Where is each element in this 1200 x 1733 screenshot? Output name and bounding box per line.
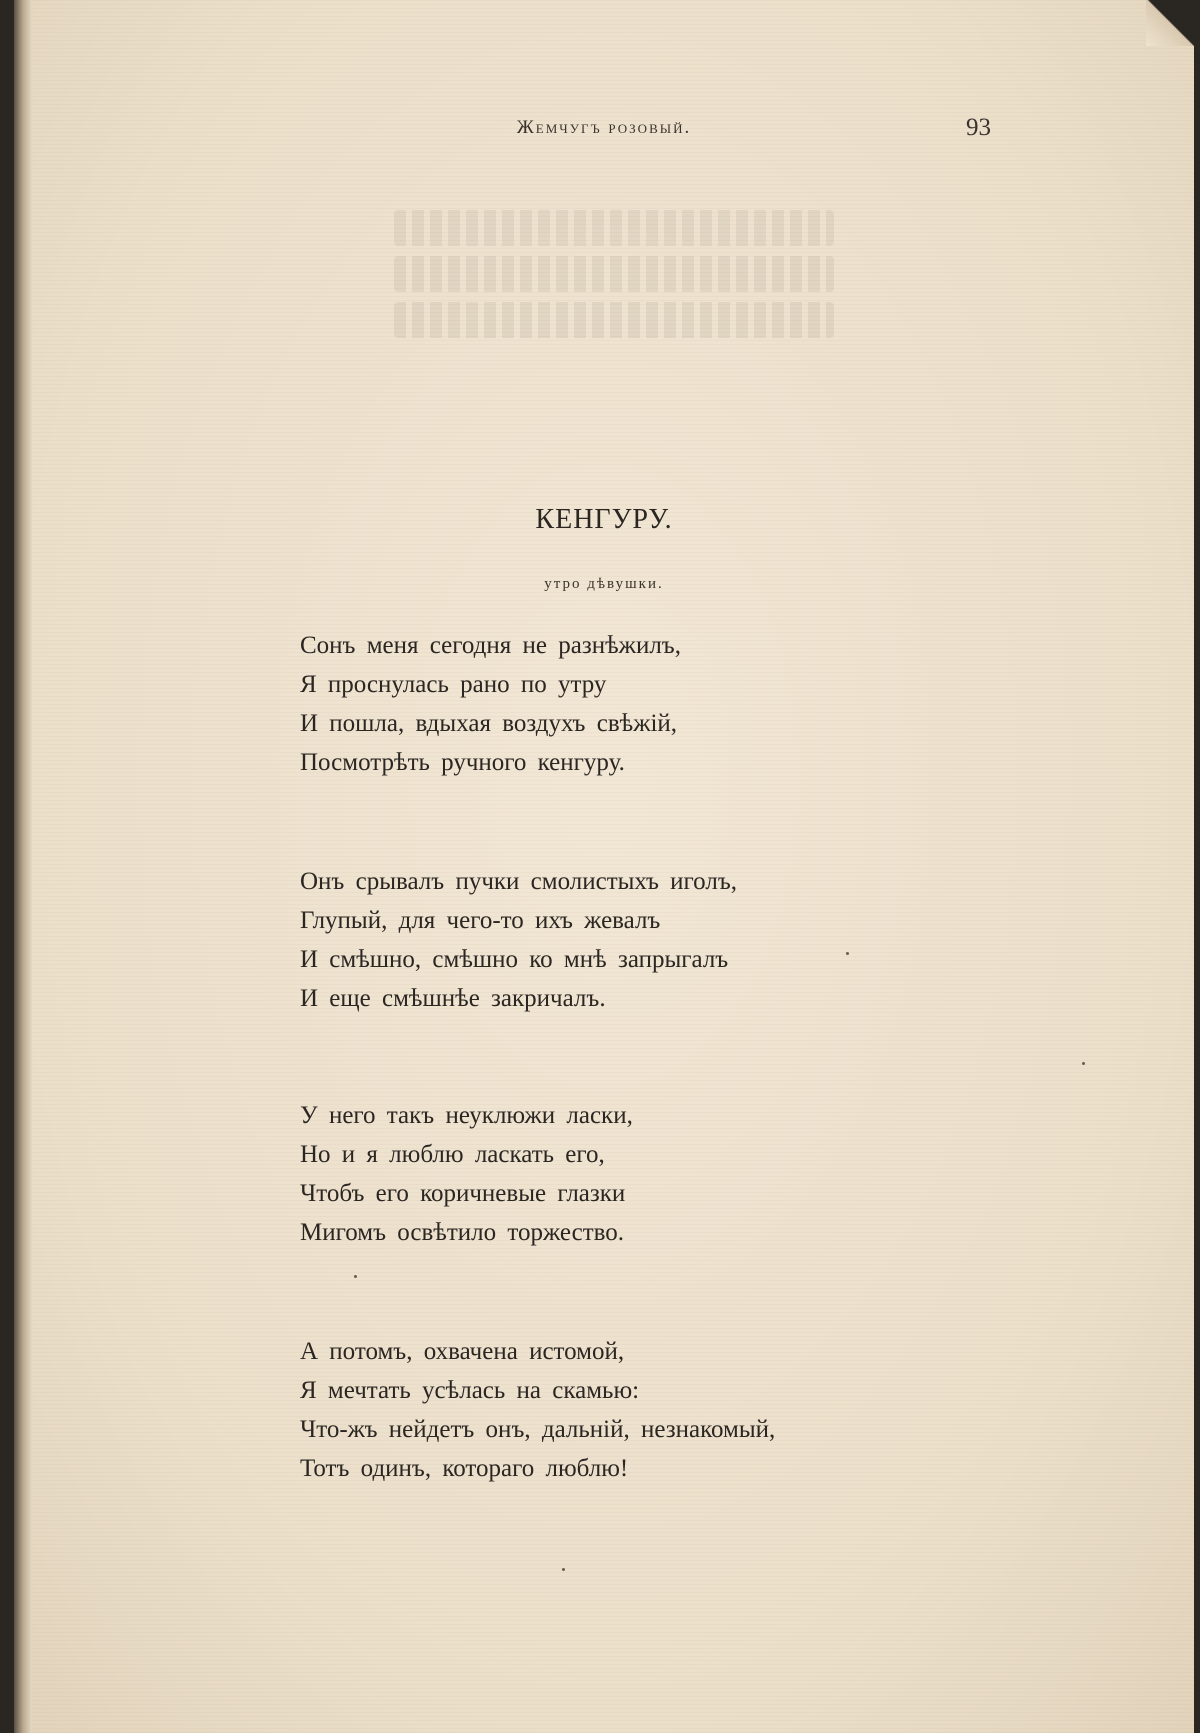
poem-line: И еще смѣшнѣе закричалъ. [300, 985, 606, 1012]
stanza-3 [300, 1096, 900, 1252]
poem-line: Глупый, для чего-то ихъ жевалъ [300, 907, 661, 934]
poem-title: КЕНГУРУ. [535, 504, 673, 535]
poem-line: Мигомъ освѣтило торжество. [300, 1219, 625, 1246]
poem-line: Тотъ одинъ, котораго люблю! [300, 1455, 629, 1482]
folded-corner [1146, 0, 1194, 46]
stanza-4 [300, 1332, 900, 1488]
stanza-2 [300, 862, 900, 1018]
poem-line: Я проснулась рано по утру [300, 671, 607, 698]
poem-line: А потомъ, охвачена истомой, [300, 1338, 625, 1365]
poem-line: Я мечтать усѣлась на скамью: [300, 1377, 640, 1404]
poem-line: Посмотрѣть ручного кенгуру. [300, 749, 625, 776]
poem-line: Онъ срывалъ пучки смолистыхъ иголъ, [300, 868, 737, 895]
stanza-1 [300, 626, 900, 782]
paper-speck [846, 952, 849, 955]
running-head: Жемчугъ розовый. [516, 117, 692, 138]
poem-line: И пошла, вдыхая воздухъ свѣжій, [300, 710, 678, 737]
poem-line: У него такъ неуклюжи ласки, [300, 1102, 633, 1129]
paper-speck [354, 1275, 357, 1278]
page-number: 93 [966, 114, 991, 141]
poem-subtitle: утро дѣвушки. [544, 576, 664, 592]
poem-line: Что-жъ нейдетъ онъ, дальній, незнакомый, [300, 1416, 776, 1443]
poem-line: Но и я люблю ласкать его, [300, 1141, 605, 1168]
book-spine [14, 0, 32, 1733]
paper-speck [1082, 1062, 1085, 1065]
show-through-text [394, 210, 834, 370]
poem-line: И смѣшно, смѣшно ко мнѣ запрыгалъ [300, 946, 729, 973]
poem-line: Сонъ меня сегодня не разнѣжилъ, [300, 632, 681, 659]
paper-speck [562, 1568, 565, 1571]
book-page [14, 0, 1194, 1733]
poem-line: Чтобъ его коричневые глазки [300, 1180, 626, 1207]
